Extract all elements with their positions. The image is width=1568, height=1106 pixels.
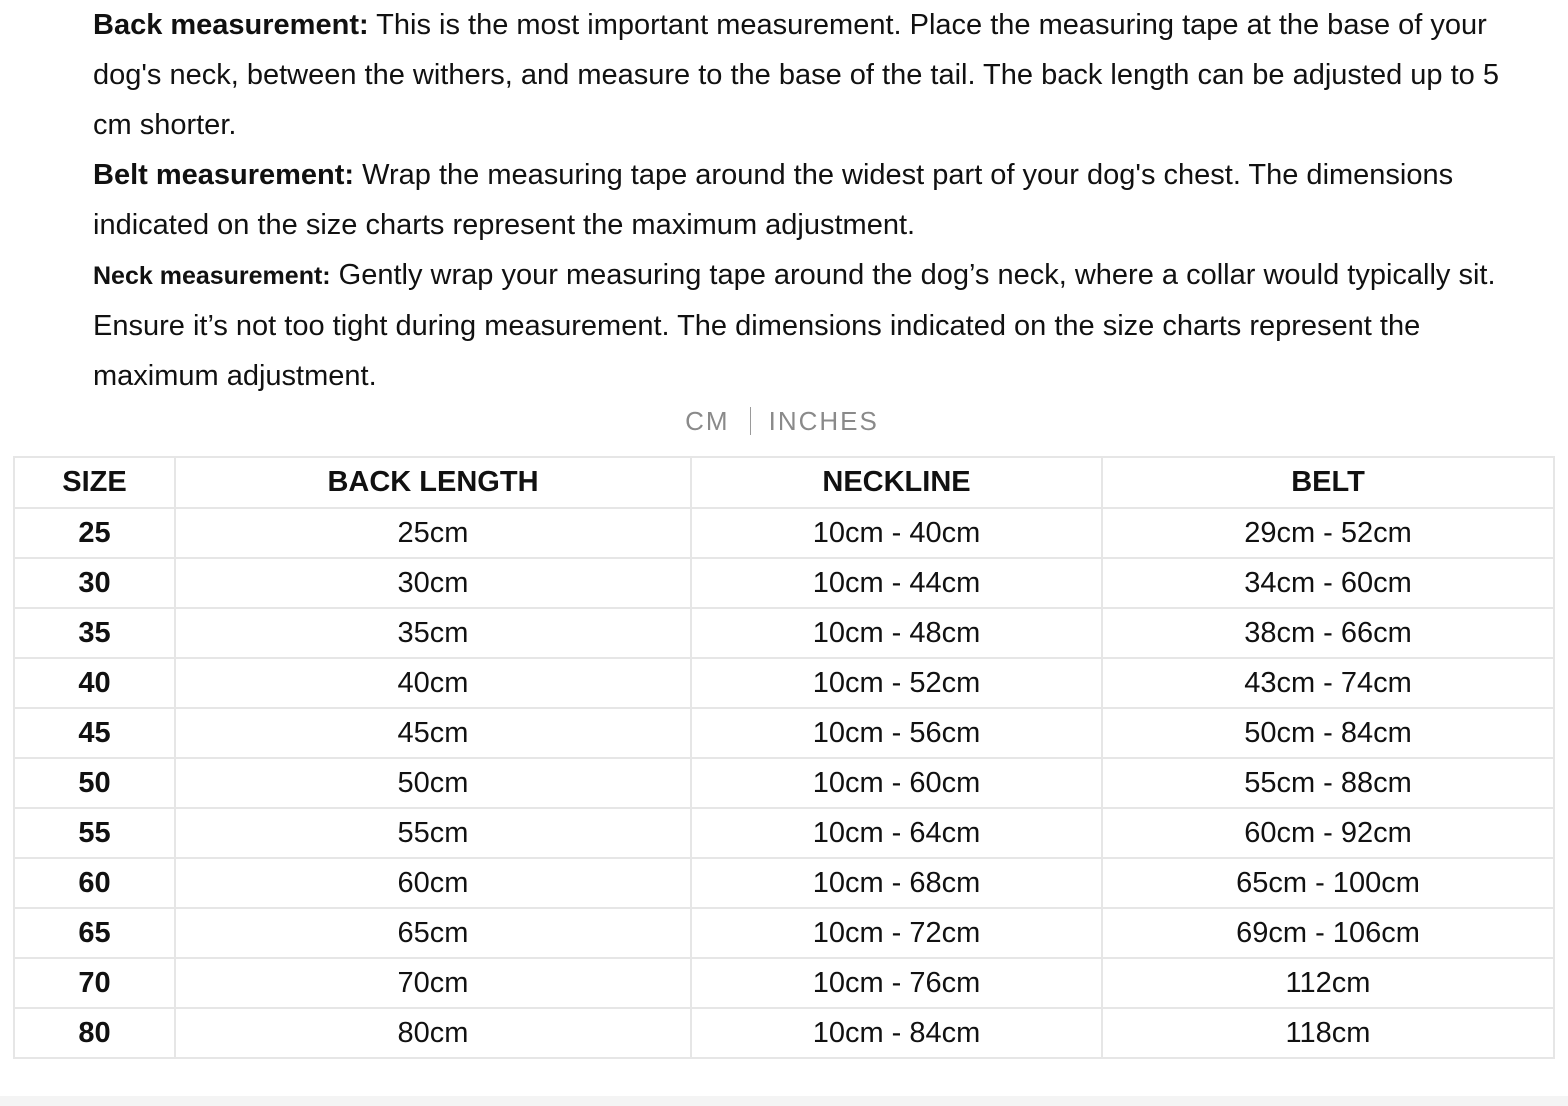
size-cell: 60 <box>14 858 175 908</box>
table-row <box>14 1008 1554 1058</box>
table-row <box>14 958 1554 1008</box>
back-length-cell: 45cm <box>175 708 691 758</box>
table-row <box>14 908 1554 958</box>
back-length-cell: 65cm <box>175 908 691 958</box>
size-cell: 50 <box>14 758 175 808</box>
neckline-cell: 10cm - 40cm <box>691 508 1102 558</box>
header-neckline: NECKLINE <box>691 457 1102 508</box>
belt-cell: 29cm - 52cm <box>1102 508 1554 558</box>
back-length-cell: 70cm <box>175 958 691 1008</box>
belt-cell: 112cm <box>1102 958 1554 1008</box>
table-row <box>14 758 1554 808</box>
neckline-cell: 10cm - 68cm <box>691 858 1102 908</box>
header-size: SIZE <box>14 457 175 508</box>
back-length-cell: 80cm <box>175 1008 691 1058</box>
back-length-cell: 35cm <box>175 608 691 658</box>
size-chart-table <box>13 456 1555 1059</box>
back-length-cell: 30cm <box>175 558 691 608</box>
back-measurement-text: This is the most important measurement. Place the measuring tape at the base of your dog's neck, between the withers, and measure to the base of the tail. The back length can be adjusted up to 5 cm shorter. <box>93 9 1499 141</box>
neck-measurement-paragraph <box>93 250 1543 401</box>
neck-measurement-label: Neck measurement: <box>93 262 331 290</box>
back-length-cell: 25cm <box>175 508 691 558</box>
belt-cell: 38cm - 66cm <box>1102 608 1554 658</box>
belt-cell: 60cm - 92cm <box>1102 808 1554 858</box>
back-length-cell: 50cm <box>175 758 691 808</box>
neckline-cell: 10cm - 44cm <box>691 558 1102 608</box>
belt-measurement-label: Belt measurement: <box>93 159 355 191</box>
size-cell: 65 <box>14 908 175 958</box>
size-cell: 80 <box>14 1008 175 1058</box>
belt-measurement-paragraph <box>93 150 1543 250</box>
table-header-row <box>14 457 1554 508</box>
table-row <box>14 508 1554 558</box>
belt-cell: 43cm - 74cm <box>1102 658 1554 708</box>
belt-cell: 69cm - 106cm <box>1102 908 1554 958</box>
belt-cell: 65cm - 100cm <box>1102 858 1554 908</box>
table-row <box>14 608 1554 658</box>
belt-cell: 55cm - 88cm <box>1102 758 1554 808</box>
table-row <box>14 558 1554 608</box>
size-cell: 55 <box>14 808 175 858</box>
unit-inches-button[interactable]: INCHES <box>768 406 879 436</box>
table-row <box>14 808 1554 858</box>
back-length-cell: 55cm <box>175 808 691 858</box>
measurement-instructions <box>93 0 1543 401</box>
belt-measurement-text: Wrap the measuring tape around the widest part of your dog's chest. The dimensions indicated on the size charts represent the maximum adjustment. <box>93 159 1454 241</box>
bottom-strip <box>0 1096 1568 1106</box>
neckline-cell: 10cm - 60cm <box>691 758 1102 808</box>
size-cell: 40 <box>14 658 175 708</box>
header-belt: BELT <box>1102 457 1554 508</box>
unit-toggle <box>0 401 1564 441</box>
size-cell: 35 <box>14 608 175 658</box>
table-row <box>14 858 1554 908</box>
header-back-length: BACK LENGTH <box>175 457 691 508</box>
size-cell: 30 <box>14 558 175 608</box>
neckline-cell: 10cm - 64cm <box>691 808 1102 858</box>
neck-measurement-text: Gently wrap your measuring tape around the dog’s neck, where a collar would typically sit. Ensure it’s not too tight during measurement. The dimensions indicated on the size charts represent the maximum adjustment. <box>93 259 1496 392</box>
table-row <box>14 708 1554 758</box>
unit-cm-button[interactable]: CM <box>685 406 730 436</box>
belt-cell: 50cm - 84cm <box>1102 708 1554 758</box>
size-cell: 45 <box>14 708 175 758</box>
neckline-cell: 10cm - 52cm <box>691 658 1102 708</box>
back-measurement-paragraph <box>93 0 1543 150</box>
back-measurement-label: Back measurement: <box>93 9 369 41</box>
neckline-cell: 10cm - 76cm <box>691 958 1102 1008</box>
unit-separator <box>750 407 751 435</box>
belt-cell: 118cm <box>1102 1008 1554 1058</box>
neckline-cell: 10cm - 72cm <box>691 908 1102 958</box>
back-length-cell: 40cm <box>175 658 691 708</box>
neckline-cell: 10cm - 56cm <box>691 708 1102 758</box>
table-row <box>14 658 1554 708</box>
neckline-cell: 10cm - 48cm <box>691 608 1102 658</box>
neckline-cell: 10cm - 84cm <box>691 1008 1102 1058</box>
size-cell: 25 <box>14 508 175 558</box>
back-length-cell: 60cm <box>175 858 691 908</box>
belt-cell: 34cm - 60cm <box>1102 558 1554 608</box>
size-cell: 70 <box>14 958 175 1008</box>
